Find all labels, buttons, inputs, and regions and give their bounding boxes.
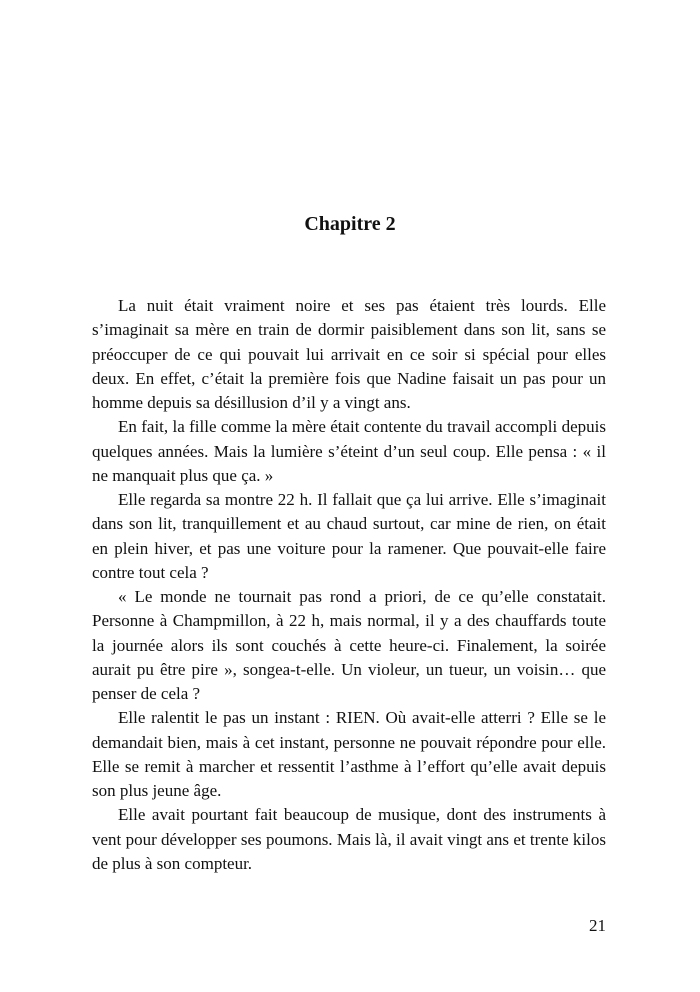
paragraph: Elle regarda sa montre 22 h. Il fallait que ça lui arrive. Elle s’imaginait dans son lit, tranquillement et au chaud surtout, car mine de rien, on était en plein hiver, et pas une voiture pour la ramener. Que pouvait-elle faire contre tout cela ? bbox=[92, 490, 606, 582]
paragraph: Elle ralentit le pas un instant : RIEN. Où avait-elle atterri ? Elle se le demandait bien, mais à cet instant, personne ne pouvait répondre pour elle. Elle se remit à marcher et ressentit l’asthme à l’effort qu’elle avait depuis son plus jeune âge. bbox=[92, 708, 606, 800]
paragraph: En fait, la fille comme la mère était contente du travail accompli depuis quelques années. Mais la lumière s’éteint d’un seul coup. Elle pensa : « il ne manquait plus que ça. » bbox=[92, 417, 606, 485]
paragraph: « Le monde ne tournait pas rond a priori, de ce qu’elle constatait. Personne à Champmillon, à 22 h, mais normal, il y a des chauffards toute la journée alors ils sont couchés à cette heure-ci. Finalement, la soirée aurait pu être pire », songea-t-elle. Un violeur, un tueur, un voisin… que penser de cela ? bbox=[92, 587, 606, 703]
chapter-title: Chapitre 2 bbox=[304, 213, 396, 236]
chapter-body bbox=[92, 294, 606, 876]
paragraph: La nuit était vraiment noire et ses pas étaient très lourds. Elle s’imaginait sa mère en train de dormir paisiblement dans son lit, sans se préoccuper de ce qui pouvait lui arrivait en ce soir si spécial pour elles deux. En effet, c’était la première fois que Nadine faisait un pas pour un homme depuis sa désillusion d’il y a vingt ans. bbox=[92, 296, 606, 412]
page-number: 21 bbox=[589, 916, 606, 935]
paragraph: Elle avait pourtant fait beaucoup de musique, dont des instruments à vent pour développer ses poumons. Mais là, il avait vingt ans et trente kilos de plus à son compteur. bbox=[92, 805, 606, 873]
